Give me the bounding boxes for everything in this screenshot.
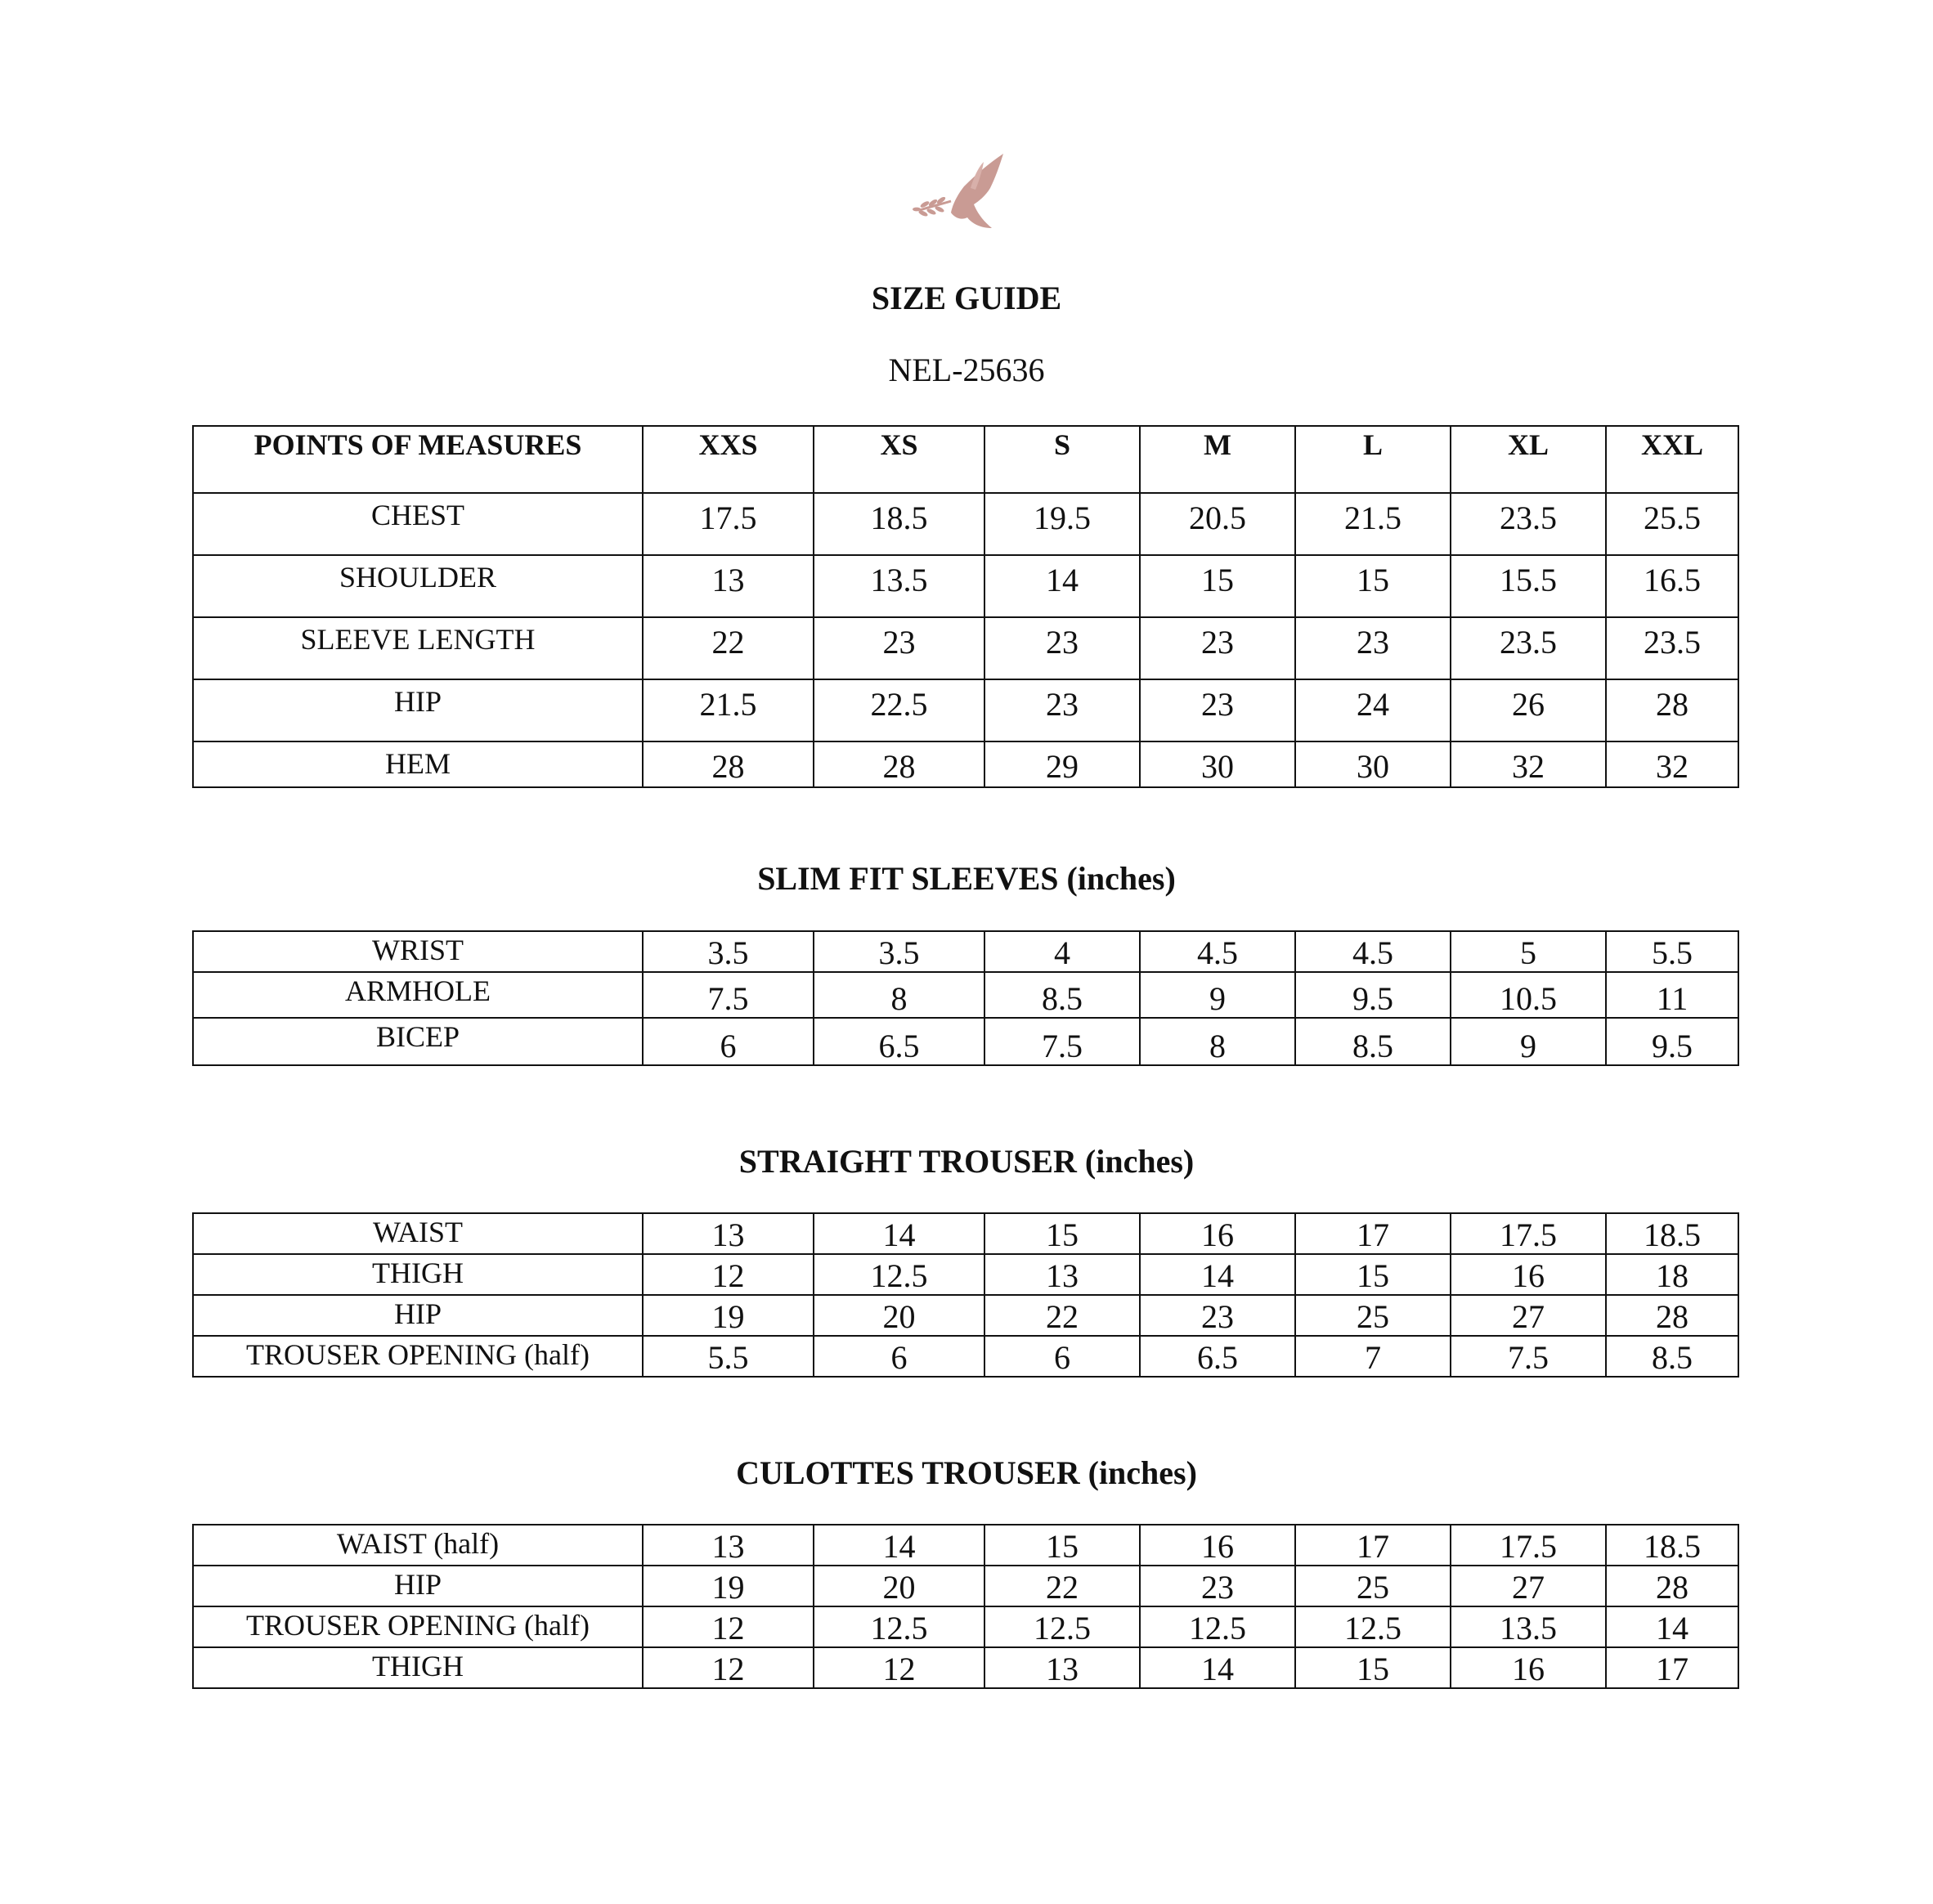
cell-value: 17.5 [643,493,814,555]
table-row [193,1566,1738,1606]
cell-value: 8 [814,972,984,1018]
cell-value: 7.5 [984,1018,1140,1065]
cell-value: 28 [643,741,814,787]
cell-value: 16.5 [1606,555,1738,617]
row-label: ARMHOLE [193,972,643,1018]
cell-value: 15 [1295,1254,1451,1295]
cell-value: 8 [1140,1018,1295,1065]
cell-value: 23.5 [1451,617,1606,679]
table-row [193,1647,1738,1688]
cell-value: 12 [643,1647,814,1688]
row-label: TROUSER OPENING (half) [193,1336,643,1377]
table-row [193,679,1738,741]
cell-value: 17 [1606,1647,1738,1688]
cell-value: 13.5 [1451,1606,1606,1647]
header-size-xxs: XXS [643,426,814,493]
cell-value: 23.5 [1606,617,1738,679]
row-label: SHOULDER [193,555,643,617]
cell-value: 26 [1451,679,1606,741]
cell-value: 20.5 [1140,493,1295,555]
cell-value: 25.5 [1606,493,1738,555]
cell-value: 12.5 [1295,1606,1451,1647]
cell-value: 23 [1140,617,1295,679]
cell-value: 17.5 [1451,1213,1606,1254]
cell-value: 20 [814,1566,984,1606]
cell-value: 19 [643,1295,814,1336]
cell-value: 22 [984,1295,1140,1336]
cell-value: 25 [1295,1566,1451,1606]
cell-value: 23.5 [1451,493,1606,555]
cell-value: 18 [1606,1254,1738,1295]
header-size-xxl: XXL [1606,426,1738,493]
row-label: HIP [193,1295,643,1336]
row-label: SLEEVE LENGTH [193,617,643,679]
cell-value: 13 [984,1647,1140,1688]
cell-value: 15 [1295,1647,1451,1688]
cell-value: 4.5 [1140,931,1295,972]
cell-value: 23 [1295,617,1451,679]
sleeves-table [192,930,1739,1066]
cell-value: 7.5 [643,972,814,1018]
cell-value: 12.5 [814,1254,984,1295]
cell-value: 13 [643,555,814,617]
cell-value: 23 [984,617,1140,679]
table-row [193,931,1738,972]
cell-value: 4 [984,931,1140,972]
table-row [193,1525,1738,1566]
row-label: WAIST (half) [193,1525,643,1566]
cell-value: 12 [643,1254,814,1295]
table-row [193,1254,1738,1295]
table-row [193,972,1738,1018]
cell-value: 27 [1451,1295,1606,1336]
cell-value: 28 [1606,1295,1738,1336]
cell-value: 6 [984,1336,1140,1377]
cell-value: 9 [1451,1018,1606,1065]
cell-value: 30 [1140,741,1295,787]
row-label: WRIST [193,931,643,972]
cell-value: 14 [984,555,1140,617]
cell-value: 5 [1451,931,1606,972]
straight-trouser-table [192,1212,1739,1378]
cell-value: 23 [984,679,1140,741]
cell-value: 8.5 [1295,1018,1451,1065]
cell-value: 14 [1140,1647,1295,1688]
cell-value: 28 [1606,1566,1738,1606]
cell-value: 3.5 [643,931,814,972]
cell-value: 22.5 [814,679,984,741]
header-size-l: L [1295,426,1451,493]
cell-value: 15 [1140,555,1295,617]
cell-value: 22 [984,1566,1140,1606]
cell-value: 11 [1606,972,1738,1018]
cell-value: 15.5 [1451,555,1606,617]
row-label: HEM [193,741,643,787]
cell-value: 3.5 [814,931,984,972]
measurements-table [192,425,1739,788]
table-row [193,1213,1738,1254]
cell-value: 23 [1140,1566,1295,1606]
cell-value: 12.5 [1140,1606,1295,1647]
cell-value: 27 [1451,1566,1606,1606]
table-header-row [193,426,1738,493]
table-row [193,1606,1738,1647]
table-row [193,555,1738,617]
table-row [193,1295,1738,1336]
cell-value: 8.5 [1606,1336,1738,1377]
cell-value: 20 [814,1295,984,1336]
cell-value: 16 [1140,1525,1295,1566]
cell-value: 16 [1140,1213,1295,1254]
cell-value: 9.5 [1295,972,1451,1018]
cell-value: 12.5 [984,1606,1140,1647]
header-size-m: M [1140,426,1295,493]
cell-value: 19.5 [984,493,1140,555]
cell-value: 14 [814,1525,984,1566]
cell-value: 22 [643,617,814,679]
table-row [193,1336,1738,1377]
cell-value: 7 [1295,1336,1451,1377]
culottes-trouser-table [192,1524,1739,1689]
row-label: HIP [193,1566,643,1606]
section-title-culottes-trouser: CULOTTES TROUSER (inches) [736,1454,1197,1491]
cell-value: 12 [814,1647,984,1688]
row-label: TROUSER OPENING (half) [193,1606,643,1647]
cell-value: 15 [984,1213,1140,1254]
cell-value: 9 [1140,972,1295,1018]
cell-value: 6 [643,1018,814,1065]
cell-value: 8.5 [984,972,1140,1018]
cell-value: 16 [1451,1254,1606,1295]
cell-value: 14 [1606,1606,1738,1647]
cell-value: 28 [1606,679,1738,741]
header-size-s: S [984,426,1140,493]
cell-value: 32 [1451,741,1606,787]
cell-value: 25 [1295,1295,1451,1336]
cell-value: 13.5 [814,555,984,617]
row-label: WAIST [193,1213,643,1254]
section-title-sleeves: SLIM FIT SLEEVES (inches) [757,860,1176,897]
cell-value: 9.5 [1606,1018,1738,1065]
cell-value: 13 [643,1525,814,1566]
cell-value: 18.5 [814,493,984,555]
row-label: THIGH [193,1254,643,1295]
cell-value: 15 [984,1525,1140,1566]
header-points-of-measures: POINTS OF MEASURES [193,426,643,493]
cell-value: 24 [1295,679,1451,741]
cell-value: 23 [1140,679,1295,741]
cell-value: 6.5 [1140,1336,1295,1377]
cell-value: 30 [1295,741,1451,787]
header-size-xs: XS [814,426,984,493]
cell-value: 5.5 [643,1336,814,1377]
table-row [193,741,1738,787]
cell-value: 7.5 [1451,1336,1606,1377]
cell-value: 10.5 [1451,972,1606,1018]
cell-value: 12.5 [814,1606,984,1647]
row-label: BICEP [193,1018,643,1065]
cell-value: 23 [814,617,984,679]
cell-value: 4.5 [1295,931,1451,972]
row-label: CHEST [193,493,643,555]
cell-value: 14 [1140,1254,1295,1295]
cell-value: 6 [814,1336,984,1377]
cell-value: 17.5 [1451,1525,1606,1566]
cell-value: 17 [1295,1213,1451,1254]
product-code: NEL-25636 [888,352,1045,388]
cell-value: 13 [643,1213,814,1254]
cell-value: 18.5 [1606,1525,1738,1566]
cell-value: 23 [1140,1295,1295,1336]
cell-value: 12 [643,1606,814,1647]
table-row [193,1018,1738,1065]
cell-value: 18.5 [1606,1213,1738,1254]
page-title: SIZE GUIDE [871,280,1062,316]
row-label: THIGH [193,1647,643,1688]
cell-value: 32 [1606,741,1738,787]
cell-value: 13 [984,1254,1140,1295]
cell-value: 16 [1451,1647,1606,1688]
cell-value: 21.5 [1295,493,1451,555]
cell-value: 19 [643,1566,814,1606]
cell-value: 29 [984,741,1140,787]
cell-value: 5.5 [1606,931,1738,972]
dove-icon [904,147,1018,241]
header-size-xl: XL [1451,426,1606,493]
cell-value: 21.5 [643,679,814,741]
row-label: HIP [193,679,643,741]
table-row [193,493,1738,555]
cell-value: 14 [814,1213,984,1254]
cell-value: 15 [1295,555,1451,617]
section-title-straight-trouser: STRAIGHT TROUSER (inches) [738,1143,1195,1180]
cell-value: 6.5 [814,1018,984,1065]
cell-value: 17 [1295,1525,1451,1566]
cell-value: 28 [814,741,984,787]
table-row [193,617,1738,679]
